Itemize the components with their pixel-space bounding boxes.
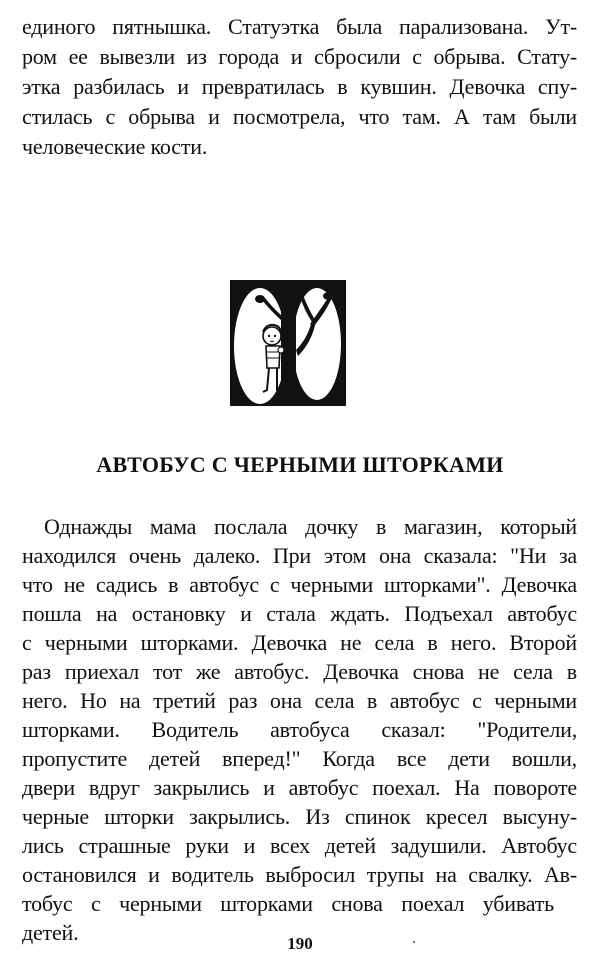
story-line: двери вдруг закрылись и автобус поехал. На повороте xyxy=(22,775,577,800)
story-line: шторками. Водитель автобуса сказал: "Родители, xyxy=(22,717,577,742)
story-line: Однажды мама послала дочку в магазин, который xyxy=(44,514,577,539)
boy-behind-tree-illustration xyxy=(230,280,346,406)
story-line: пошла на остановку и стала ждать. Подъехал автобус xyxy=(22,601,577,626)
top-paragraph-line: стилась с обрыва и посмотрела, что там. А там были xyxy=(22,104,577,129)
top-paragraph-line: единого пятнышка. Статуэтка была парализована. Ут- xyxy=(22,14,577,39)
top-paragraph-line: ром ее вывезли из города и сбросили с обрыва. Стату- xyxy=(22,44,577,69)
story-line: лись страшные руки и всех детей задушили. Автобус xyxy=(22,833,577,858)
story-line: тобус с черными шторками снова поехал убивать xyxy=(22,891,554,916)
story-line: с черными шторками. Девочка не села в него. Второй xyxy=(22,630,577,655)
story-line: остановился и водитель выбросил трупы на свалку. Ав- xyxy=(22,862,577,887)
story-line: черные шторки закрылись. Из спинок кресел высуну- xyxy=(22,804,577,829)
print-speck xyxy=(413,941,415,943)
top-paragraph-line: человеческие кости. xyxy=(22,134,208,159)
story-line: раз приехал тот же автобус. Девочка снова не села в xyxy=(22,659,577,684)
story-line: детей. xyxy=(22,920,79,945)
story-line: него. Но на третий раз она села в автобус с черными xyxy=(22,688,577,713)
page-number: 190 xyxy=(287,934,313,953)
story-line: пропустите детей вперед!" Когда все дети вошли, xyxy=(22,746,577,771)
top-paragraph-line: этка разбилась и превратилась в кувшин. Девочка спу- xyxy=(22,74,577,99)
story-line: находился очень далеко. При этом она сказала: "Ни за xyxy=(22,543,577,568)
story-title: АВТОБУС С ЧЕРНЫМИ ШТОРКАМИ xyxy=(96,452,504,477)
story-line: что не садись в автобус с черными шторками". Девочка xyxy=(22,572,577,597)
